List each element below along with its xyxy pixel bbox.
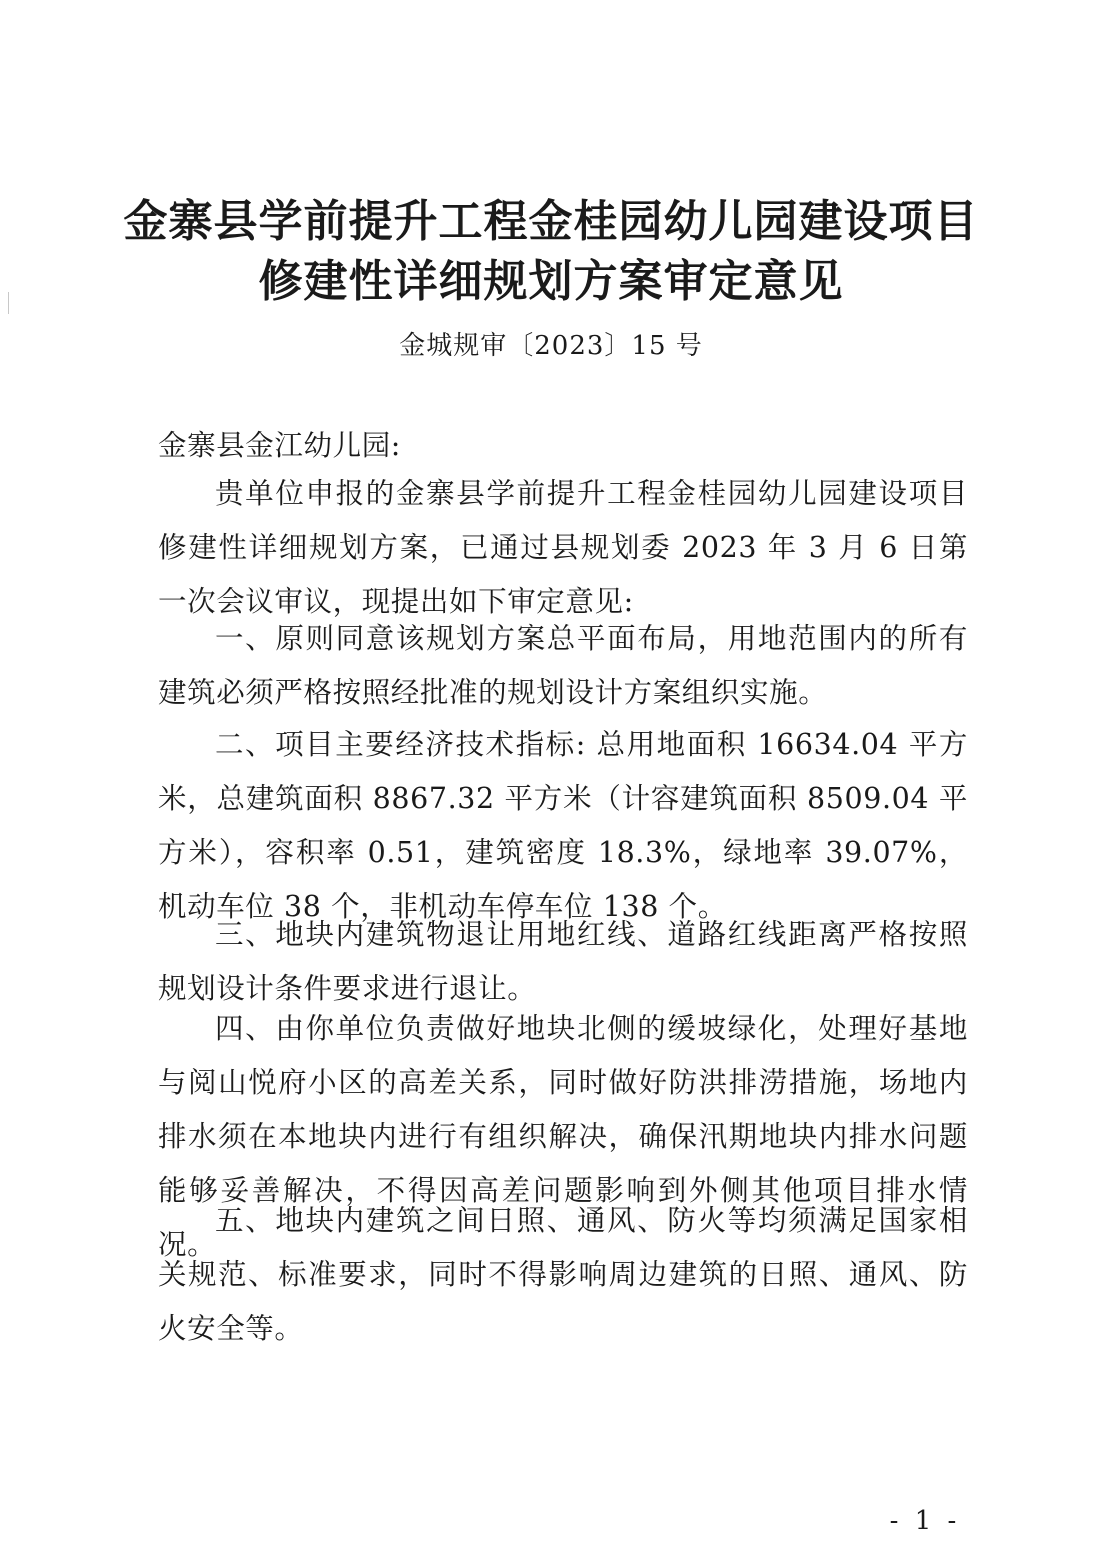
document-title-line-2: 修建性详细规划方案审定意见 — [258, 256, 844, 307]
page-number: - 1 - — [889, 1506, 961, 1536]
document-number: 金城规审〔2023〕15 号 — [399, 331, 703, 361]
document-title-line-1: 金寨县学前提升工程金桂园幼儿园建设项目 — [123, 196, 979, 247]
paragraph-intro: 贵单位申报的金寨县学前提升工程金桂园幼儿园建设项目修建性详细规划方案，已通过县规划委 2023 年 3 月 6 日第一次会议审议，现提出如下审定意见: — [158, 477, 968, 618]
paragraph-item-1: 一、原则同意该规划方案总平面布局，用地范围内的所有建筑必须严格按照经批准的规划设计方案组织实施。 — [158, 622, 968, 709]
paragraph-item-3: 三、地块内建筑物退让用地红线、道路红线距离严格按照规划设计条件要求进行退让。 — [158, 918, 968, 1005]
salutation: 金寨县金江幼儿园: — [158, 429, 402, 462]
paragraph-item-4: 四、由你单位负责做好地块北侧的缓坡绿化，处理好基地与阅山悦府小区的高差关系，同时做好防洪排涝措施，场地内排水须在本地块内进行有组织解决，确保汛期地块内排水问题能够妥善解决，不得因高差问题影响到外侧其他项目排水情况。 — [158, 1012, 968, 1261]
paragraph-item-5: 五、地块内建筑之间日照、通风、防火等均须满足国家相关规范、标准要求，同时不得影响周边建筑的日照、通风、防火安全等。 — [158, 1204, 968, 1345]
paragraph-item-2: 二、项目主要经济技术指标: 总用地面积 16634.04 平方米，总建筑面积 8867.32 平方米（计容建筑面积 8509.04 平方米），容积率 0.51，建筑密度 18.3%，绿地率 39.07%，机动车位 38 个，非机动车停车位 138 个。 — [158, 728, 968, 923]
